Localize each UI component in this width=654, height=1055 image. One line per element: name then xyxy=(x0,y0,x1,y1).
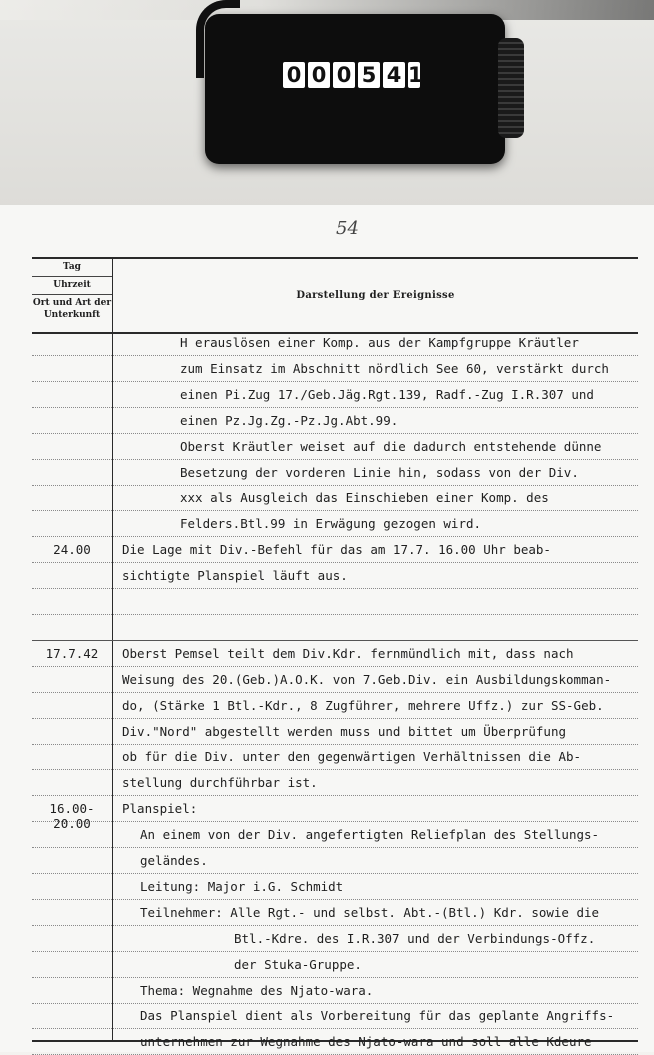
counter-digit: 4 xyxy=(383,62,405,88)
row-text: Leitung: Major i.G. Schmidt xyxy=(140,878,344,894)
counter-digit: 0 xyxy=(308,62,330,88)
row-text: stellung durchführbar ist. xyxy=(122,775,318,791)
header-events-column: Darstellung der Ereignisse xyxy=(296,290,455,301)
header-ort: Ort und Art der Unterkunft xyxy=(32,298,112,320)
counter-digit: 0 xyxy=(283,62,305,88)
row-time: 24.00 xyxy=(53,542,91,558)
journal-row xyxy=(32,511,638,537)
journal-row xyxy=(32,460,638,486)
journal-row xyxy=(32,537,638,563)
row-text: Felders.Btl.99 in Erwägung gezogen wird. xyxy=(180,516,482,532)
row-text: Die Lage mit Div.-Befehl für das am 17.7. 16.00 Uhr beab- xyxy=(122,542,551,558)
row-text: der Stuka-Gruppe. xyxy=(234,956,362,972)
header-uhrzeit: Uhrzeit xyxy=(32,277,112,295)
row-text: einen Pi.Zug 17./Geb.Jäg.Rgt.139, Radf.-Zug I.R.307 und xyxy=(180,386,594,402)
journal-row xyxy=(32,822,638,848)
counter-digit: 1 xyxy=(408,63,423,87)
journal-row xyxy=(32,563,638,589)
journal-row xyxy=(32,330,638,356)
counter-digit: 0 xyxy=(333,62,355,88)
journal-row xyxy=(32,874,638,900)
row-text: Oberst Kräutler weiset auf die dadurch entstehende dünne xyxy=(180,438,602,454)
row-text: Btl.-Kdre. des I.R.307 und der Verbindungs-Offz. xyxy=(234,930,596,946)
row-text: Besetzung der vorderen Linie hin, sodass von der Div. xyxy=(180,464,579,480)
journal-row xyxy=(32,667,638,693)
journal-row xyxy=(32,356,638,382)
row-text: Planspiel: xyxy=(122,801,198,817)
counter-display xyxy=(283,62,423,90)
row-text: einen Pz.Jg.Zg.-Pz.Jg.Abt.99. xyxy=(180,412,399,428)
row-time: 16.00-20.00 xyxy=(49,801,95,832)
journal-row xyxy=(32,641,638,667)
journal-row xyxy=(32,952,638,978)
journal-row xyxy=(32,900,638,926)
journal-row xyxy=(32,719,638,745)
journal-row xyxy=(32,693,638,719)
row-text: Das Planspiel dient als Vorbereitung für das geplante Angriffs- xyxy=(140,1008,615,1024)
journal-row xyxy=(32,589,638,615)
header-date-column xyxy=(32,259,112,332)
row-text: zum Einsatz im Abschnitt nördlich See 60, verstärkt durch xyxy=(180,360,609,376)
journal-row xyxy=(32,615,638,641)
row-text: H erauslösen einer Komp. aus der Kampfgruppe Kräutler xyxy=(180,335,579,350)
row-text: Thema: Wegnahme des Njato-wara. xyxy=(140,982,374,998)
header-tag: Tag xyxy=(32,259,112,277)
journal-row xyxy=(32,485,638,511)
journal-row xyxy=(32,926,638,952)
row-text: Oberst Pemsel teilt dem Div.Kdr. fernmündlich mit, dass nach xyxy=(122,645,574,661)
journal-row xyxy=(32,848,638,874)
row-text: Div."Nord" abgestellt werden muss und bittet um Überprüfung xyxy=(122,723,567,739)
row-text: geländes. xyxy=(140,853,208,868)
row-text: An einem von der Div. angefertigten Reliefplan des Stellungs- xyxy=(140,827,600,843)
counter-digit: 5 xyxy=(358,62,380,88)
journal-row xyxy=(32,770,638,796)
row-text: sichtigte Planspiel läuft aus. xyxy=(122,568,348,584)
photo-background xyxy=(0,0,654,210)
handwritten-page-number: 54 xyxy=(336,218,359,239)
row-text: Teilnehmer: Alle Rgt.- und selbst. Abt.-(Btl.) Kdr. sowie die xyxy=(140,904,600,920)
row-text: Weisung des 20.(Geb.)A.O.K. von 7.Geb.Div. ein Ausbildungskomman- xyxy=(122,671,612,687)
row-text: do, (Stärke 1 Btl.-Kdr., 8 Zugführer, mehrere Uffz.) zur SS-Geb. xyxy=(122,697,604,713)
journal-row xyxy=(32,434,638,460)
journal-row xyxy=(32,744,638,770)
table-body xyxy=(32,330,638,1050)
row-time: 17.7.42 xyxy=(45,645,99,661)
row-text: ob für die Div. unter den gegenwärtigen Verhältnissen die Ab- xyxy=(122,749,582,765)
document-page xyxy=(0,205,654,1052)
counter-wheel-icon xyxy=(498,38,524,138)
journal-row xyxy=(32,978,638,1004)
journal-row xyxy=(32,382,638,408)
table-header xyxy=(32,257,638,334)
row-text: unternehmen zur Wegnahme des Njato-wara und soll alle Kdeure xyxy=(140,1034,592,1050)
journal-row xyxy=(32,1003,638,1029)
journal-row xyxy=(32,1029,638,1055)
journal-row xyxy=(32,796,638,832)
row-text: xxx als Ausgleich das Einschieben einer Komp. des xyxy=(180,490,549,506)
journal-row xyxy=(32,408,638,434)
